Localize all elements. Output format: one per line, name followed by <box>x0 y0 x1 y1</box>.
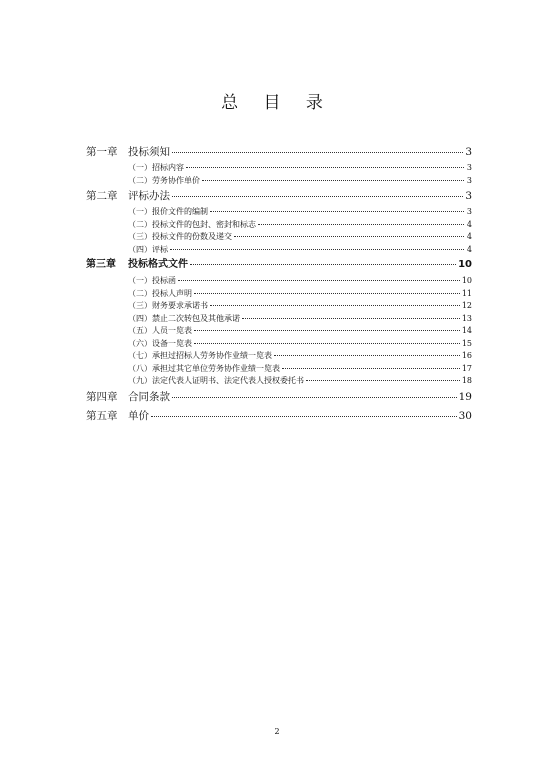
toc-leader-dots <box>234 236 464 237</box>
toc-page-number: 4 <box>466 244 472 254</box>
toc-page-number: 14 <box>461 326 472 335</box>
toc-section-entry[interactable] <box>86 246 472 259</box>
toc-leader-dots <box>151 416 457 417</box>
toc-entry-label: （二）投标人声明 <box>128 288 192 298</box>
toc-section-entry[interactable] <box>86 177 472 190</box>
toc-entry-label: （六）设备一览表 <box>128 338 192 348</box>
page-number: 2 <box>274 727 280 736</box>
toc-entry-label: （一）报价文件的编制 <box>128 207 208 216</box>
toc-page-number: 10 <box>461 276 472 285</box>
toc-page-number: 4 <box>466 232 472 241</box>
toc-chapter-number: 第一章 <box>86 146 118 158</box>
toc-page-number: 4 <box>466 219 472 229</box>
toc-entry-label: 合同条款 <box>128 390 170 403</box>
toc-leader-dots <box>282 368 460 369</box>
toc-entry-label: 单价 <box>128 409 149 422</box>
toc-chapter-number: 第二章 <box>86 190 118 202</box>
toc-section-entry[interactable] <box>86 327 472 340</box>
toc-page-number: 12 <box>461 301 472 310</box>
toc-page-number: 15 <box>461 338 472 348</box>
toc-chapter-entry[interactable] <box>86 411 472 428</box>
toc-chapter-entry[interactable] <box>86 191 472 208</box>
toc-leader-dots <box>194 343 460 344</box>
toc-leader-dots <box>178 280 460 281</box>
toc-entry-label: （八）承担过其它单位劳务协作业绩一览表 <box>128 363 280 373</box>
toc-section-entry[interactable] <box>86 352 472 365</box>
toc-page-number: 19 <box>458 390 472 403</box>
toc-chapter-entry[interactable] <box>86 147 472 164</box>
toc-leader-dots <box>210 211 464 212</box>
toc-page-number: 13 <box>461 313 472 323</box>
toc-page-number: 3 <box>466 175 472 185</box>
toc-leader-dots <box>258 224 464 225</box>
toc-leader-dots <box>170 249 464 250</box>
toc-chapter-number: 第四章 <box>86 390 118 403</box>
toc-page-number: 17 <box>461 363 472 373</box>
toc-page-number: 3 <box>466 207 472 216</box>
toc-entry-label: （九）法定代表人证明书、法定代表人授权委托书 <box>128 376 304 385</box>
toc-entry-label: （四）禁止二次转包及其他承诺 <box>128 313 240 323</box>
toc-page-number: 3 <box>465 146 472 158</box>
toc-section-entry[interactable] <box>86 208 472 221</box>
toc-chapter-entry[interactable] <box>86 260 472 277</box>
toc-leader-dots <box>194 330 460 331</box>
toc-leader-dots <box>186 167 464 168</box>
toc-page-number: 10 <box>458 259 472 270</box>
toc-entry-label: （四）评标 <box>128 244 168 254</box>
toc-leader-dots <box>172 397 457 398</box>
toc-page-number: 11 <box>461 288 472 298</box>
toc-page-number: 3 <box>466 163 472 172</box>
toc-entry-label: （一）招标内容 <box>128 163 184 172</box>
toc-section-entry[interactable] <box>86 277 472 290</box>
toc-section-entry[interactable] <box>86 164 472 177</box>
toc-leader-dots <box>306 380 460 381</box>
toc-entry-label: （二）投标文件的包封、密封和标志 <box>128 219 256 229</box>
toc-section-entry[interactable] <box>86 377 472 390</box>
toc-entry-label: （二）劳务协作单价 <box>128 175 200 185</box>
toc-entry-label: 评标办法 <box>128 190 170 202</box>
toc-entry-label: （五）人员一览表 <box>128 326 192 335</box>
toc-leader-dots <box>274 355 460 356</box>
toc-section-entry[interactable] <box>86 302 472 315</box>
page-title: 总 目 录 <box>221 93 333 113</box>
toc-leader-dots <box>210 305 460 306</box>
toc-section-entry[interactable] <box>86 233 472 246</box>
toc-entry-label: （三）财务要求承诺书 <box>128 301 208 310</box>
toc-entry-label: （一）投标函 <box>128 276 176 285</box>
toc-page-number: 16 <box>461 351 472 360</box>
toc-leader-dots <box>172 152 463 153</box>
toc-page-number: 30 <box>458 409 472 422</box>
toc-leader-dots <box>242 318 460 319</box>
toc-leader-dots <box>194 293 460 294</box>
toc-page-number: 3 <box>465 190 472 202</box>
table-of-contents <box>86 145 472 428</box>
toc-leader-dots <box>202 180 464 181</box>
toc-leader-dots <box>190 264 456 265</box>
toc-chapter-number: 第三章 <box>86 259 116 270</box>
toc-chapter-entry[interactable] <box>86 392 472 409</box>
toc-chapter-number: 第五章 <box>86 409 118 422</box>
toc-leader-dots <box>172 196 463 197</box>
toc-entry-label: 投标须知 <box>128 146 170 158</box>
toc-page-number: 18 <box>461 376 472 385</box>
toc-entry-label: （三）投标文件的份数及递交 <box>128 232 232 241</box>
toc-entry-label: （七）承担过招标人劳务协作业绩一览表 <box>128 351 272 360</box>
toc-entry-label: 投标格式文件 <box>128 259 188 270</box>
